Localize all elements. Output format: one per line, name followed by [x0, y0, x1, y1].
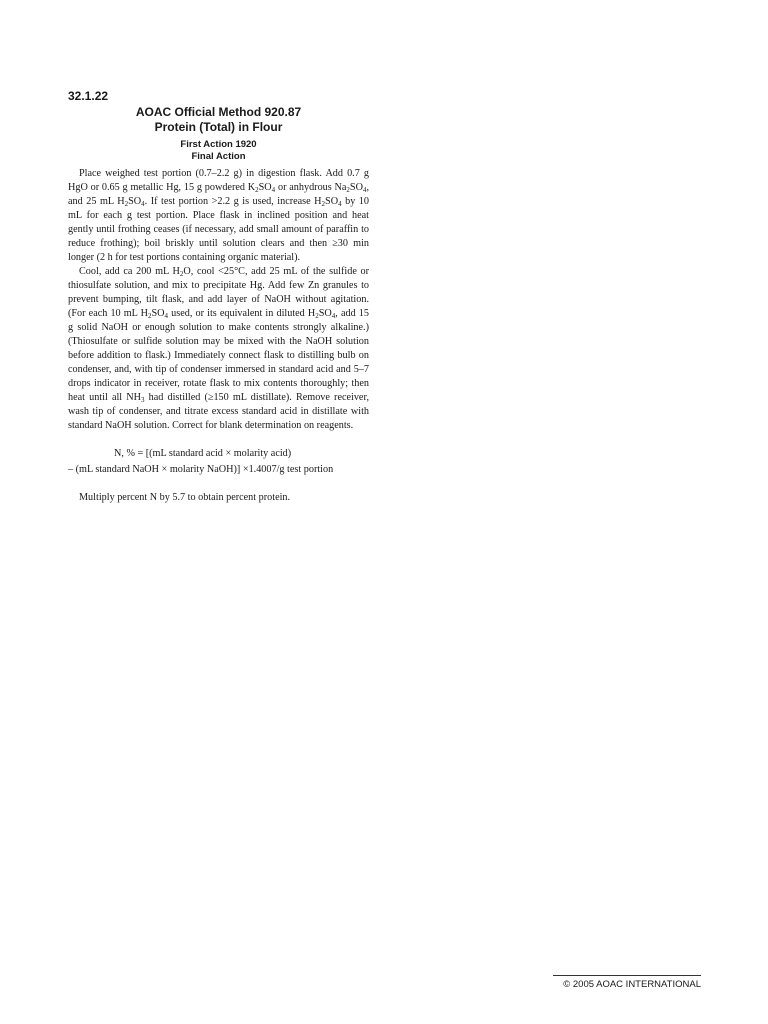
final-action-label: Final Action [191, 151, 246, 162]
first-action-label: First Action 1920 [180, 139, 257, 150]
method-column [68, 89, 369, 505]
method-title: AOAC Official Method 920.87 [135, 105, 302, 119]
section-number: 32.1.22 [68, 89, 109, 103]
formula-line-1: N, % = [(mL standard acid × molarity acid) [114, 448, 292, 459]
closing-instruction: Multiply percent N by 5.7 to obtain percent protein. [79, 492, 291, 503]
nitrogen-formula [68, 446, 369, 478]
copyright-footer: © 2005 AOAC INTERNATIONAL [553, 975, 701, 990]
paragraph-digestion: Place weighed test portion (0.7–2.2 g) in digestion flask. Add 0.7 g HgO or 0.65 g metallic Hg, 15 g powdered $K_2SO_4$ or anhydrous $Na_2SO_4$, and 25 mL $H_2SO_4$. If test portion >2.2 g is used, increase $H_2SO_4$ by 10 mL for each g test portion. Place flask in inclined position and heat gently until frothing ceases (if necessary, add small amount of paraffin to reduce frothing); boil briskly until solution clears and then ≥30 min longer (2 h for test portions containing organic material). [68, 168, 369, 263]
paragraph-distillation: Cool, add ca 200 mL $H_2O$, cool <25°C, add 25 mL of the sulfide or thiosulfate solution, and mix to precipitate Hg. Add few Zn granules to prevent bumping, tilt flask, and add layer of NaOH without agitation. (For each 10 mL $H_2SO_4$ used, or its equivalent in diluted $H_2SO_4$, add 15 g solid NaOH or enough solution to make contents strongly alkaline.) (Thiosulfate or sulfide solution may be mixed with the NaOH solution before addition to flask.) Immediately connect flask to distilling bulb on condenser, and, with tip of condenser immersed in standard acid and 5–7 drops indicator in receiver, rotate flask to mix contents thoroughly; then heat until all $NH_3$ had distilled (≥150 mL distillate). Remove receiver, wash tip of condenser, and titrate excess standard acid in distillate with standard NaOH solution. Correct for blank determination on reagents. [68, 266, 369, 431]
formula-line-2: – (mL standard NaOH × molarity NaOH)] ×1.4007/g test portion [68, 464, 334, 475]
subject-title: Protein (Total) in Flour [154, 120, 283, 134]
